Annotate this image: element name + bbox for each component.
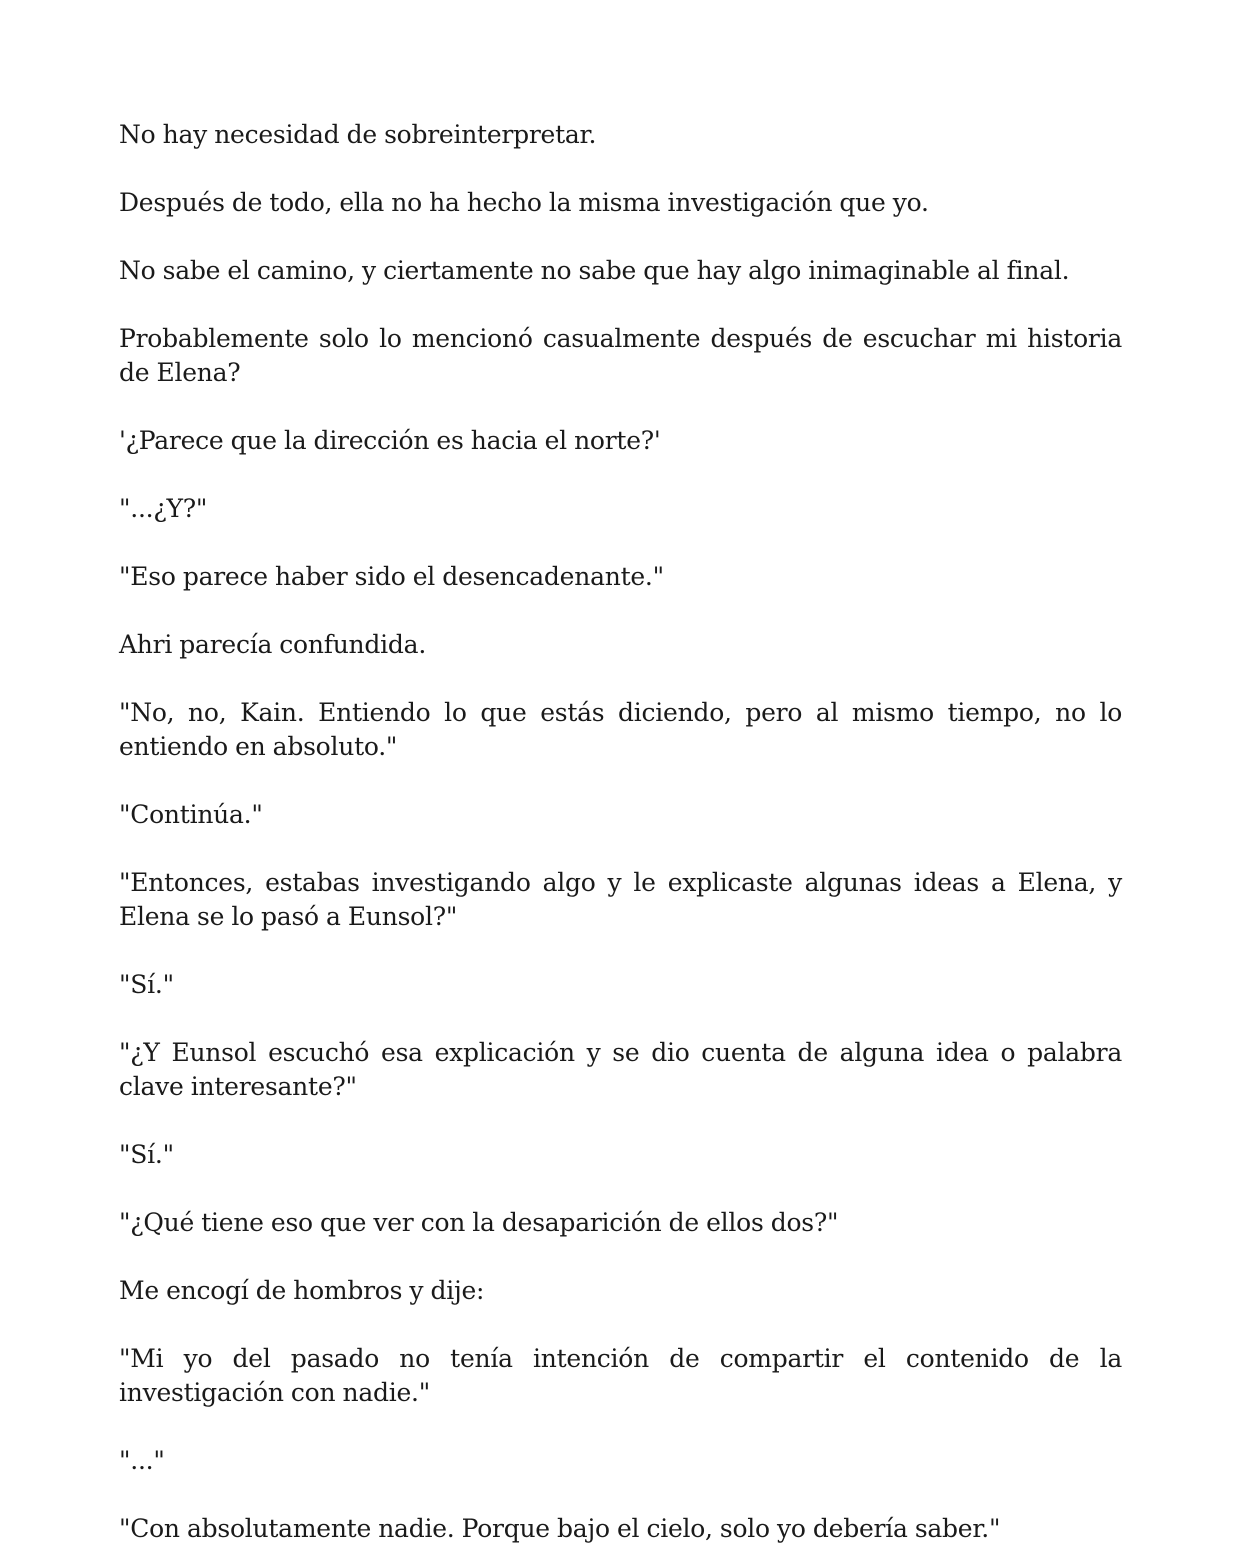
paragraph: No hay necesidad de sobreinterpretar. xyxy=(119,120,597,149)
paragraph: "...¿Y?" xyxy=(119,494,208,523)
paragraph: Probablemente solo lo mencionó casualmente después de escuchar mi historia de Elena? xyxy=(119,324,1122,387)
paragraph: '¿Parece que la dirección es hacia el norte?' xyxy=(119,426,661,455)
paragraph: No sabe el camino, y ciertamente no sabe que hay algo inimaginable al final. xyxy=(119,256,1070,285)
paragraph: "¿Qué tiene eso que ver con la desaparición de ellos dos?" xyxy=(119,1208,839,1237)
paragraph: "No, no, Kain. Entiendo lo que estás diciendo, pero al mismo tiempo, no lo entiendo en absoluto." xyxy=(119,698,1122,761)
paragraph: Me encogí de hombros y dije: xyxy=(119,1276,485,1305)
paragraph: "Mi yo del pasado no tenía intención de compartir el contenido de la investigación con nadie." xyxy=(119,1344,1122,1407)
paragraph: Después de todo, ella no ha hecho la misma investigación que yo. xyxy=(119,188,929,217)
paragraph: "Entonces, estabas investigando algo y le explicaste algunas ideas a Elena, y Elena se lo pasó a Eunsol?" xyxy=(119,868,1122,931)
paragraph: "Sí." xyxy=(119,970,174,999)
paragraph: "¿Y Eunsol escuchó esa explicación y se dio cuenta de alguna idea o palabra clave interesante?" xyxy=(119,1038,1122,1101)
body-text xyxy=(119,118,1122,1546)
paragraph: "..." xyxy=(119,1446,165,1475)
paragraph: "Eso parece haber sido el desencadenante." xyxy=(119,562,664,591)
paragraph: "Sí." xyxy=(119,1140,174,1169)
paragraph: "Continúa." xyxy=(119,800,263,829)
paragraph: "Con absolutamente nadie. Porque bajo el cielo, solo yo debería saber." xyxy=(119,1514,1001,1543)
paragraph: Ahri parecía confundida. xyxy=(119,630,427,659)
